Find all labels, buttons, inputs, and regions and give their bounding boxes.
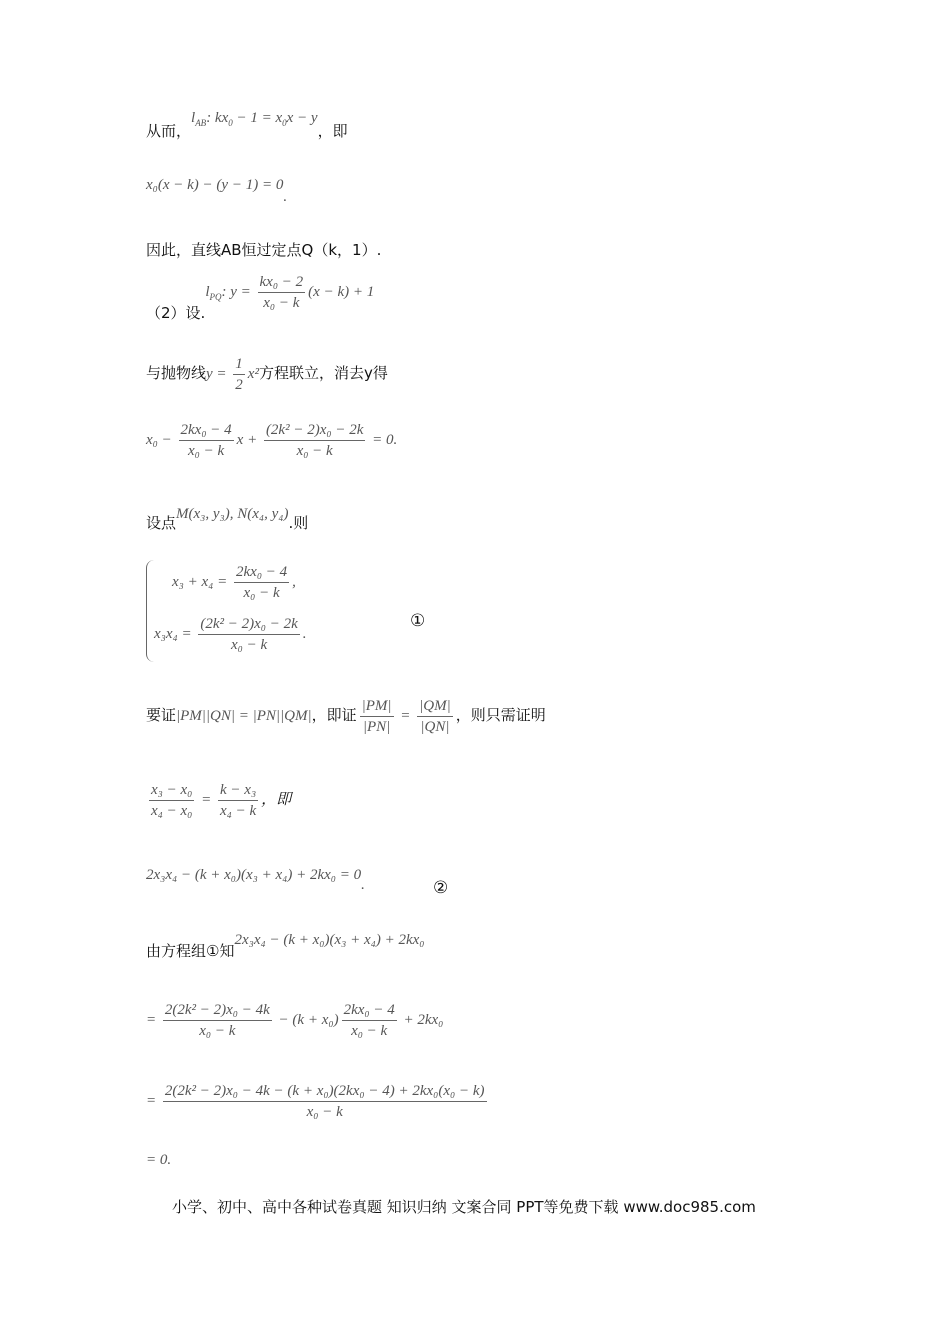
dot: .	[302, 625, 307, 642]
frac-sum	[234, 562, 289, 603]
line-14	[146, 1152, 171, 1169]
eq-x0: x₀ −	[146, 431, 176, 448]
text-part2-let: （2）设.	[146, 303, 206, 322]
eq-part-2: − 1 = x	[232, 110, 283, 126]
dot: .	[167, 1152, 172, 1168]
numerator: k − x₃	[218, 780, 258, 801]
numerator: 2(2k² − 2)x₀ − 4k	[163, 1000, 272, 1021]
line-6	[146, 420, 397, 461]
equation-2: 2x₃x₄ − (k + x₀)(x₃ + x₄) + 2kx₀ = 0	[146, 867, 362, 883]
line-2	[146, 177, 288, 205]
system-eq-1	[172, 562, 296, 603]
denominator: x₀ − k	[199, 1023, 236, 1039]
eq-y: y =	[206, 365, 231, 382]
numerator: 2kx₀ − 4	[234, 562, 289, 583]
sub-ab: AB	[195, 118, 207, 128]
line-1	[146, 110, 348, 142]
frac-rhs	[218, 780, 258, 821]
line-7	[146, 502, 309, 532]
line-3: 因此，直线AB恒过定点Q（k，1）.	[146, 241, 382, 259]
numerator: (2k² − 2)x₀ − 2k	[198, 614, 299, 635]
eq-x-plus: x +	[236, 431, 261, 448]
denominator: x₀ − k	[231, 637, 268, 653]
line-13	[146, 1081, 490, 1122]
frac-lhs	[149, 780, 194, 821]
denominator: x₀ − k	[188, 443, 225, 459]
line-8	[146, 696, 546, 737]
x-squared: x²	[247, 365, 259, 382]
points-mn: M(x₃, y₃), N(x₄, y₄)	[176, 506, 289, 522]
frac-combined	[163, 1081, 487, 1122]
denominator: 2	[235, 377, 243, 393]
denominator: x₀ − k	[306, 1104, 343, 1120]
text-let-points: 设点	[146, 514, 177, 532]
plus-term: + 2kx₀	[399, 1011, 444, 1028]
text-from-system: 由方程组①知	[146, 942, 235, 960]
line-9	[146, 780, 291, 821]
sum-lhs: x₃ + x₄ =	[172, 573, 231, 590]
eq-part-1: : kx	[206, 110, 229, 126]
parabola-equation	[206, 356, 259, 393]
sym-l: l	[191, 110, 196, 126]
denominator: x₀ − k	[296, 443, 333, 459]
circled-2: ②	[433, 878, 449, 898]
text-only-need: ，则只需证明	[455, 705, 546, 724]
sub-pq: PQ	[209, 291, 222, 302]
line-5	[146, 354, 388, 395]
sub-0b: 0	[282, 118, 287, 128]
denominator: x₄ − k	[220, 803, 257, 819]
numerator: 2kx₀ − 4	[342, 1000, 397, 1021]
frac-slope	[258, 272, 306, 313]
frac-term-2	[342, 1000, 397, 1041]
dot: .	[361, 877, 365, 893]
dot: .	[283, 189, 288, 205]
numerator: |PM|	[360, 696, 394, 717]
equation-ab-form: x₀(x − k) − (y − 1) = 0	[146, 177, 284, 193]
denominator: x₀ − k	[263, 295, 300, 311]
line-12	[146, 1000, 443, 1041]
denominator: |PN|	[362, 719, 391, 735]
numerator: 1	[233, 354, 245, 375]
frac-half	[233, 354, 245, 395]
line-4	[146, 272, 375, 322]
minus-term: − (k + x₀)	[274, 1011, 339, 1028]
frac-coef-1	[179, 420, 234, 461]
text-eliminate-y: 方程联立，消去y得	[258, 363, 388, 382]
frac-pm-pn	[360, 696, 394, 737]
sub-0a: 0	[228, 118, 233, 128]
equals: =	[146, 1011, 160, 1028]
numerator: x₃ − x₀	[149, 780, 194, 801]
numerator: 2kx₀ − 4	[179, 420, 234, 441]
denominator: x₄ − x₀	[151, 803, 193, 819]
footer-text: 小学、初中、高中各种试卷真题 知识归纳 文案合同 PPT等免费下载 www.doc985.com	[172, 1198, 756, 1216]
sym-l: l	[205, 283, 210, 300]
text-ie-2: ，即	[261, 789, 292, 808]
line-11	[146, 928, 425, 960]
line-pq-equation	[205, 274, 375, 311]
denominator: x₀ − k	[351, 1023, 388, 1039]
eq-zero: = 0	[368, 431, 394, 448]
frac-qm-qn	[417, 696, 453, 737]
line-ab-equation	[191, 110, 318, 126]
circled-1: ①	[410, 611, 426, 631]
equals: =	[146, 1092, 160, 1109]
denominator: x₀ − k	[243, 585, 280, 601]
text-parabola: 与抛物线	[146, 363, 207, 382]
dot: .	[393, 431, 398, 448]
eq-part-3: x − y	[286, 110, 318, 126]
expression: 2x₃x₄ − (k + x₀)(x₃ + x₄) + 2kx₀	[234, 932, 425, 948]
eq-y: : y =	[221, 283, 255, 300]
text-ie-prove: ，即证	[311, 705, 357, 724]
line-10	[146, 867, 365, 893]
ratio-equation	[357, 698, 456, 735]
numerator: kx₀ − 2	[258, 272, 306, 293]
text-then: .则	[288, 514, 309, 532]
equals: =	[396, 707, 415, 724]
text-ie-1: ，即	[317, 122, 348, 140]
text-fromthis: 从而，	[146, 122, 192, 140]
frac-coef-2	[264, 420, 365, 461]
result-zero: = 0	[146, 1152, 168, 1168]
numerator: 2(2k² − 2)x₀ − 4k − (k + x₀)(2kx₀ − 4) + 2kx₀(x₀ − k)	[163, 1081, 487, 1102]
equals: =	[197, 791, 215, 808]
frac-term-1	[163, 1000, 272, 1041]
comma: ,	[292, 573, 296, 590]
system-eq-2	[154, 614, 307, 655]
prove-equation: |PM||QN| = |PN||QM|	[176, 707, 312, 724]
denominator: |QN|	[420, 719, 450, 735]
numerator: |QM|	[417, 696, 453, 717]
numerator: (2k² − 2)x₀ − 2k	[264, 420, 365, 441]
frac-product	[198, 614, 299, 655]
eq-tail: (x − k) + 1	[308, 283, 375, 300]
text-to-prove: 要证	[146, 705, 177, 724]
product-lhs: x₃x₄ =	[154, 625, 196, 642]
